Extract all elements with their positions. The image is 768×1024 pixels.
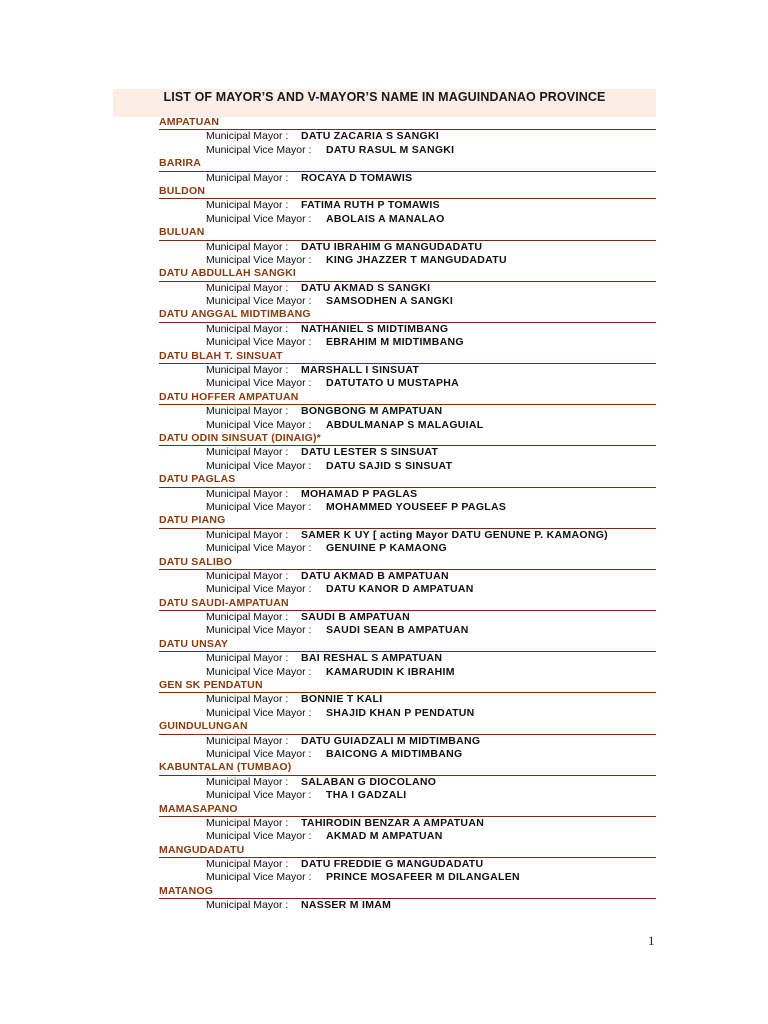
- official-name: BONGBONG M AMPATUAN: [301, 405, 443, 418]
- official-name: DATUTATO U MUSTAPHA: [326, 377, 460, 390]
- official-name: DATU FREDDIE G MANGUDADATU: [301, 858, 484, 871]
- official-role-label: Municipal Mayor :: [206, 405, 289, 418]
- mayor-row: [159, 817, 656, 830]
- mayor-row: [159, 446, 656, 459]
- municipality-block: [159, 432, 656, 473]
- municipality-name: DATU SALIBO: [159, 556, 656, 570]
- mayor-row: [159, 241, 656, 254]
- mayor-row: [159, 858, 656, 871]
- municipality-block: [159, 761, 656, 802]
- official-name: GENUINE P KAMAONG: [326, 542, 447, 555]
- official-name: DATU AKMAD B AMPATUAN: [301, 569, 449, 582]
- official-name: BONNIE T KALI: [301, 693, 383, 706]
- mayor-row: [159, 488, 656, 501]
- official-name: SAUDI SEAN B AMPATUAN: [326, 624, 469, 637]
- municipality-block: [159, 308, 656, 349]
- official-name: TAHIRODIN BENZAR A AMPATUAN: [301, 816, 485, 829]
- official-role-label: Municipal Mayor :: [206, 487, 289, 500]
- official-role-label: Municipal Mayor :: [206, 775, 289, 788]
- mayor-row: [159, 652, 656, 665]
- official-name: DATU IBRAHIM G MANGUDADATU: [301, 240, 483, 253]
- municipality-block: [159, 556, 656, 597]
- official-role-label: Municipal Vice Mayor :: [206, 542, 312, 555]
- municipality-name: KABUNTALAN (TUMBAO): [159, 761, 656, 775]
- official-name: FATIMA RUTH P TOMAWIS: [301, 199, 440, 212]
- vice-mayor-row: [159, 144, 656, 157]
- municipality-block: [159, 679, 656, 720]
- official-role-label: Municipal Mayor :: [206, 899, 289, 912]
- vice-mayor-row: [159, 871, 656, 884]
- official-name: SAMSODHEN A SANGKI: [326, 295, 454, 308]
- official-name: DATU ZACARIA S SANGKI: [301, 130, 440, 143]
- official-role-label: Municipal Mayor :: [206, 171, 289, 184]
- municipality-block: [159, 391, 656, 432]
- mayor-row: [159, 570, 656, 583]
- official-name: MARSHALL I SINSUAT: [301, 364, 420, 377]
- vice-mayor-row: [159, 789, 656, 802]
- municipality-block: [159, 185, 656, 226]
- official-role-label: Municipal Vice Mayor :: [206, 459, 312, 472]
- mayor-row: [159, 323, 656, 336]
- official-role-label: Municipal Vice Mayor :: [206, 418, 312, 431]
- municipality-name: MAMASAPANO: [159, 803, 656, 817]
- official-name: DATU AKMAD S SANGKI: [301, 281, 431, 294]
- official-role-label: Municipal Vice Mayor :: [206, 253, 312, 266]
- official-role-label: Municipal Mayor :: [206, 446, 289, 459]
- official-name: SHAJID KHAN P PENDATUN: [326, 706, 475, 719]
- municipality-name: MANGUDADATU: [159, 844, 656, 858]
- document-title: LIST OF MAYOR’S AND V-MAYOR’S NAME IN MAGUINDANAO PROVINCE: [163, 90, 606, 104]
- municipality-name: DATU ODIN SINSUAT (DINAIG)*: [159, 432, 656, 446]
- mayor-row: [159, 282, 656, 295]
- page-number: 1: [648, 933, 655, 948]
- official-role-label: Municipal Vice Mayor :: [206, 706, 312, 719]
- official-name: SAMER K UY [ acting Mayor DATU GENUNE P. KAMAONG): [301, 528, 608, 541]
- official-role-label: Municipal Vice Mayor :: [206, 624, 312, 637]
- official-role-label: Municipal Vice Mayor :: [206, 871, 312, 884]
- municipality-block: [159, 350, 656, 391]
- official-role-label: Municipal Mayor :: [206, 734, 289, 747]
- vice-mayor-row: [159, 336, 656, 349]
- mayor-row: [159, 776, 656, 789]
- municipality-name: DATU UNSAY: [159, 638, 656, 652]
- official-role-label: Municipal Vice Mayor :: [206, 212, 312, 225]
- official-name: MOHAMAD P PAGLAS: [301, 487, 418, 500]
- vice-mayor-row: [159, 213, 656, 226]
- official-role-label: Municipal Mayor :: [206, 364, 289, 377]
- official-name: PRINCE MOSAFEER M DILANGALEN: [326, 871, 520, 884]
- official-role-label: Municipal Vice Mayor :: [206, 789, 312, 802]
- mayor-row: [159, 735, 656, 748]
- official-name: SAUDI B AMPATUAN: [301, 611, 411, 624]
- official-name: EBRAHIM M MIDTIMBANG: [326, 336, 464, 349]
- vice-mayor-row: [159, 377, 656, 390]
- municipality-block: [159, 267, 656, 308]
- official-name: KAMARUDIN K IBRAHIM: [326, 665, 455, 678]
- official-name: DATU RASUL M SANGKI: [326, 143, 455, 156]
- municipality-name: DATU PIANG: [159, 514, 656, 528]
- mayor-row: [159, 899, 656, 912]
- mayor-row: [159, 529, 656, 542]
- municipality-name: DATU ABDULLAH SANGKI: [159, 267, 656, 281]
- official-name: DATU LESTER S SINSUAT: [301, 446, 439, 459]
- official-name: MOHAMMED YOUSEEF P PAGLAS: [326, 500, 507, 513]
- mayor-row: [159, 611, 656, 624]
- municipality-block: [159, 157, 656, 185]
- official-name: DATU KANOR D AMPATUAN: [326, 583, 474, 596]
- mayor-row: [159, 364, 656, 377]
- official-name: SALABAN G DIOCOLANO: [301, 775, 437, 788]
- official-name: KING JHAZZER T MANGUDADATU: [326, 253, 507, 266]
- official-role-label: Municipal Mayor :: [206, 611, 289, 624]
- official-name: NASSER M IMAM: [301, 899, 392, 912]
- municipality-block: [159, 803, 656, 844]
- vice-mayor-row: [159, 542, 656, 555]
- municipality-block: [159, 885, 656, 913]
- municipality-name: DATU PAGLAS: [159, 473, 656, 487]
- vice-mayor-row: [159, 666, 656, 679]
- official-name: DATU GUIADZALI M MIDTIMBANG: [301, 734, 481, 747]
- municipality-name: DATU ANGGAL MIDTIMBANG: [159, 308, 656, 322]
- mayor-row: [159, 405, 656, 418]
- municipality-name: BULUAN: [159, 226, 656, 240]
- official-role-label: Municipal Vice Mayor :: [206, 143, 312, 156]
- official-role-label: Municipal Mayor :: [206, 569, 289, 582]
- official-role-label: Municipal Vice Mayor :: [206, 665, 312, 678]
- municipality-block: [159, 226, 656, 267]
- official-role-label: Municipal Mayor :: [206, 130, 289, 143]
- official-role-label: Municipal Vice Mayor :: [206, 747, 312, 760]
- municipality-block: [159, 597, 656, 638]
- official-role-label: Municipal Mayor :: [206, 816, 289, 829]
- municipality-block: [159, 720, 656, 761]
- municipality-name: GEN SK PENDATUN: [159, 679, 656, 693]
- official-name: AKMAD M AMPATUAN: [326, 830, 443, 843]
- municipality-list: [159, 116, 656, 913]
- mayor-row: [159, 199, 656, 212]
- municipality-name: DATU BLAH T. SINSUAT: [159, 350, 656, 364]
- official-role-label: Municipal Mayor :: [206, 528, 289, 541]
- official-role-label: Municipal Mayor :: [206, 322, 289, 335]
- municipality-name: DATU HOFFER AMPATUAN: [159, 391, 656, 405]
- municipality-block: [159, 473, 656, 514]
- vice-mayor-row: [159, 295, 656, 308]
- municipality-block: [159, 638, 656, 679]
- mayor-row: [159, 693, 656, 706]
- official-role-label: Municipal Mayor :: [206, 240, 289, 253]
- official-role-label: Municipal Vice Mayor :: [206, 295, 312, 308]
- municipality-block: [159, 116, 656, 157]
- official-role-label: Municipal Vice Mayor :: [206, 583, 312, 596]
- official-name: NATHANIEL S MIDTIMBANG: [301, 322, 449, 335]
- official-role-label: Municipal Mayor :: [206, 281, 289, 294]
- official-role-label: Municipal Mayor :: [206, 858, 289, 871]
- municipality-name: BARIRA: [159, 157, 656, 171]
- mayor-row: [159, 130, 656, 143]
- municipality-name: BULDON: [159, 185, 656, 199]
- official-name: ABDULMANAP S MALAGUIAL: [326, 418, 484, 431]
- vice-mayor-row: [159, 419, 656, 432]
- vice-mayor-row: [159, 254, 656, 267]
- municipality-name: DATU SAUDI-AMPATUAN: [159, 597, 656, 611]
- municipality-block: [159, 514, 656, 555]
- official-name: BAICONG A MIDTIMBANG: [326, 747, 463, 760]
- official-role-label: Municipal Vice Mayor :: [206, 500, 312, 513]
- vice-mayor-row: [159, 624, 656, 637]
- municipality-name: AMPATUAN: [159, 116, 656, 130]
- vice-mayor-row: [159, 501, 656, 514]
- municipality-name: MATANOG: [159, 885, 656, 899]
- official-role-label: Municipal Mayor :: [206, 199, 289, 212]
- official-role-label: Municipal Vice Mayor :: [206, 830, 312, 843]
- official-name: ROCAYA D TOMAWIS: [301, 171, 413, 184]
- vice-mayor-row: [159, 460, 656, 473]
- municipality-block: [159, 844, 656, 885]
- official-name: THA I GADZALI: [326, 789, 407, 802]
- official-role-label: Municipal Mayor :: [206, 693, 289, 706]
- municipality-name: GUINDULUNGAN: [159, 720, 656, 734]
- vice-mayor-row: [159, 830, 656, 843]
- vice-mayor-row: [159, 748, 656, 761]
- official-role-label: Municipal Vice Mayor :: [206, 336, 312, 349]
- official-role-label: Municipal Mayor :: [206, 652, 289, 665]
- official-name: BAI RESHAL S AMPATUAN: [301, 652, 443, 665]
- vice-mayor-row: [159, 707, 656, 720]
- vice-mayor-row: [159, 583, 656, 596]
- official-name: DATU SAJID S SINSUAT: [326, 459, 453, 472]
- official-role-label: Municipal Vice Mayor :: [206, 377, 312, 390]
- mayor-row: [159, 172, 656, 185]
- official-name: ABOLAIS A MANALAO: [326, 212, 445, 225]
